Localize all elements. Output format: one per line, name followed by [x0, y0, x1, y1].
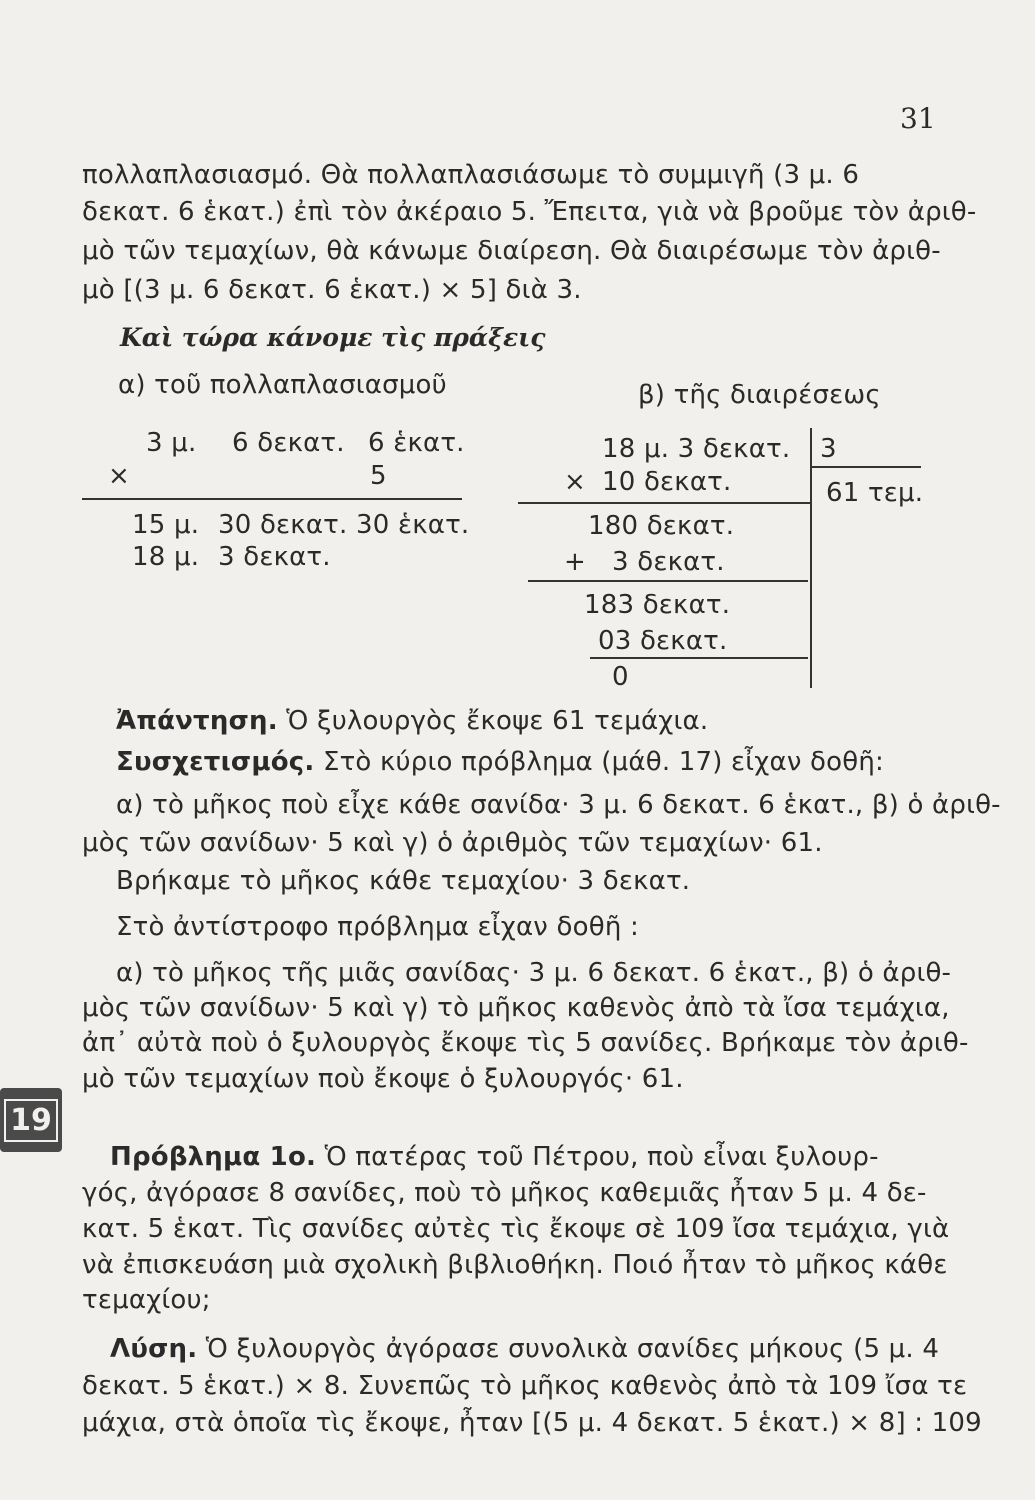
correlation-line-2: α) τὸ μῆκος ποὺ εἶχε κάθε σανίδα· 3 μ. 6 δεκατ. 6 ἑκατ., β) ὁ ἀριθ- — [116, 790, 1001, 820]
correlation-line-1 — [116, 747, 884, 777]
div-rule-2 — [528, 580, 808, 582]
mult-rule — [82, 498, 462, 500]
div-dividend: 18 μ. 3 δεκατ. — [602, 434, 791, 464]
mult-res2-decim: 3 δεκατ. — [218, 542, 331, 572]
solution-line-3: μάχια, στὰ ὁποῖα τὶς ἔκοψε, ἦταν [(5 μ. 4 δεκατ. 5 ἑκατ.) × 8] : 109 — [82, 1408, 982, 1438]
mult-times-sign: × — [108, 461, 130, 491]
mult-row1-cent: 6 ἑκατ. — [368, 428, 465, 458]
solution-line-1 — [110, 1334, 939, 1364]
mult-row1-meters: 3 μ. — [146, 428, 197, 458]
intro-line-2: δεκατ. 6 ἑκατ.) ἐπὶ τὸν ἀκέραιο 5. Ἔπειτα, γιὰ νὰ βροῦμε τὸν ἀριθ- — [82, 197, 977, 227]
div-step2: 3 δεκατ. — [612, 547, 725, 577]
correlation-line-5: Στὸ ἀντίστροφο πρόβλημα εἶχαν δοθῆ : — [116, 912, 639, 942]
div-step1: 180 δεκατ. — [588, 511, 735, 541]
mult-res1-meters: 15 μ. — [132, 510, 200, 540]
correlation-intro: Στὸ κύριο πρόβλημα (μάθ. 17) εἶχαν δοθῆ: — [322, 747, 885, 777]
div-remainder: 0 — [612, 662, 629, 692]
problem-line-3: κατ. 5 ἑκατ. Τὶς σανίδες αὐτὲς τὶς ἔκοψε σὲ 109 ἴσα τεμάχια, γιὰ — [82, 1214, 950, 1244]
div-step4: 03 δεκατ. — [598, 626, 728, 656]
multiplication-label: α) τοῦ πολλαπλασιασμοῦ — [118, 370, 447, 400]
div-rule-1 — [518, 502, 810, 504]
correlation-line-8: ἀπ᾽ αὐτὰ ποὺ ὁ ξυλουργὸς ἔκοψε τὶς 5 σανίδες. Βρήκαμε τὸν ἀριθ- — [82, 1028, 969, 1058]
answer-label: Ἀπάντηση. — [116, 706, 278, 736]
solution-line-2: δεκατ. 5 ἑκατ.) × 8. Συνεπῶς τὸ μῆκος καθενὸς ἀπὸ τὰ 109 ἴσα τε — [82, 1371, 968, 1401]
correlation-line-9: μὸ τῶν τεμαχίων ποὺ ἔκοψε ὁ ξυλουργός· 61. — [82, 1064, 684, 1094]
mult-multiplier: 5 — [370, 461, 387, 491]
problem-line-4: νὰ ἐπισκευάση μιὰ σχολικὴ βιβλιοθήκη. Ποιό ἦταν τὸ μῆκος κάθε — [82, 1250, 948, 1280]
mult-res1-cent: 30 ἑκατ. — [356, 510, 470, 540]
div-plus-sign: + — [564, 547, 586, 577]
problem-line-5: τεμαχίου; — [82, 1285, 211, 1315]
correlation-line-3: μὸς τῶν σανίδων· 5 καὶ γ) ὁ ἀριθμὸς τῶν τεμαχίων· 61. — [82, 828, 823, 858]
mult-row1-decim: 6 δεκατ. — [232, 428, 345, 458]
mult-res1-decim: 30 δεκατ. — [218, 510, 348, 540]
div-factor: 10 δεκατ. — [602, 467, 732, 497]
div-rule-3 — [590, 657, 808, 659]
operations-heading: Καὶ τώρα κάνομε τὶς πράξεις — [120, 323, 546, 352]
correlation-line-4: Βρήκαμε τὸ μῆκος κάθε τεμαχίου· 3 δεκατ. — [116, 866, 691, 896]
solution-label: Λύση. — [110, 1334, 198, 1364]
intro-line-4: μὸ [(3 μ. 6 δεκατ. 6 ἑκατ.) × 5] διὰ 3. — [82, 275, 582, 305]
solution-intro: Ὁ ξυλουργὸς ἀγόρασε συνολικὰ σανίδες μήκους (5 μ. 4 — [205, 1334, 940, 1364]
div-quotient: 61 τεμ. — [826, 478, 924, 508]
div-divisor: 3 — [820, 434, 837, 464]
section-number-tab — [0, 1088, 62, 1152]
correlation-line-7: μὸς τῶν σανίδων· 5 καὶ γ) τὸ μῆκος καθενὸς ἀπὸ τὰ ἴσα τεμάχια, — [82, 993, 950, 1023]
intro-line-1: πολλαπλασιασμό. Θὰ πολλαπλασιάσωμε τὸ συμμιγῆ (3 μ. 6 — [82, 160, 860, 190]
problem-intro: Ὁ πατέρας τοῦ Πέτρου, ποὺ εἶναι ξυλουρ- — [324, 1142, 879, 1172]
problem-label: Πρόβλημα 1ο. — [110, 1142, 317, 1172]
intro-line-3: μὸ τῶν τεμαχίων, θὰ κάνωμε διαίρεση. Θὰ διαιρέσωμε τὸν ἀριθ- — [82, 236, 941, 266]
answer-text: Ὁ ξυλουργὸς ἔκοψε 61 τεμάχια. — [286, 706, 709, 736]
division-label: β) τῆς διαιρέσεως — [638, 380, 881, 410]
correlation-line-6: α) τὸ μῆκος τῆς μιᾶς σανίδας· 3 μ. 6 δεκατ. 6 ἑκατ., β) ὁ ἀριθ- — [116, 958, 952, 988]
div-step3: 183 δεκατ. — [584, 590, 731, 620]
correlation-label: Συσχετισμός. — [116, 747, 315, 777]
section-number: 19 — [4, 1099, 58, 1142]
div-quotient-rule — [811, 466, 921, 468]
problem-line-2: γός, ἀγόρασε 8 σανίδες, ποὺ τὸ μῆκος καθεμιᾶς ἦταν 5 μ. 4 δε- — [82, 1178, 927, 1208]
div-times-sign: × — [564, 467, 586, 497]
problem-line-1 — [110, 1142, 879, 1172]
page-number: 31 — [900, 102, 936, 135]
answer-line — [116, 706, 708, 736]
mult-res2-meters: 18 μ. — [132, 542, 200, 572]
